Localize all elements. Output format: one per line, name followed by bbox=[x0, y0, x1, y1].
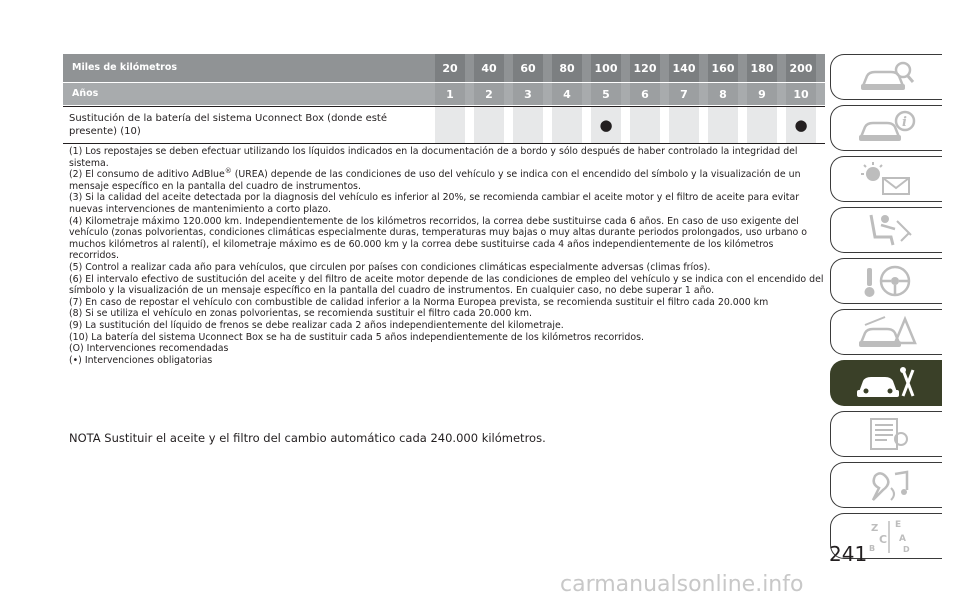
note: (•) Intervenciones obligatorias bbox=[69, 354, 213, 366]
miles-cell: 160 bbox=[708, 54, 738, 82]
miles-cell: 140 bbox=[669, 54, 699, 82]
years-cell: 1 bbox=[435, 83, 465, 105]
car-emergency-icon bbox=[855, 313, 919, 351]
note bbox=[69, 169, 825, 192]
mark-cell: ● bbox=[786, 107, 816, 143]
table-header-miles bbox=[63, 54, 825, 82]
svg-text:D: D bbox=[902, 545, 910, 554]
years-cell: 8 bbox=[708, 83, 738, 105]
note: (10) La batería del sistema Uconnect Box se ha de sustituir cada 5 años independientemente de los kilómetros recorridos. bbox=[69, 331, 644, 343]
miles-cell: 180 bbox=[747, 54, 777, 82]
page-number: 241 bbox=[829, 542, 868, 566]
mark-cell bbox=[630, 107, 660, 143]
registered-mark: ® bbox=[224, 167, 232, 176]
car-tools-icon bbox=[855, 364, 919, 402]
table-header-years bbox=[63, 83, 825, 105]
tab-warning-lights[interactable] bbox=[830, 156, 942, 202]
svg-text:C: C bbox=[878, 533, 887, 546]
miles-cell: 120 bbox=[630, 54, 660, 82]
note: (1) Los repostajes se deben efectuar utilizando los líquidos indicados en la documentación de a bordo y sólo después de haber controlado la integridad del sistema. bbox=[69, 146, 798, 169]
car-search-icon bbox=[855, 58, 919, 96]
mark-cell bbox=[474, 107, 504, 143]
seat-airbag-icon bbox=[855, 211, 919, 249]
tab-car-search[interactable] bbox=[830, 54, 942, 100]
years-cell: 2 bbox=[474, 83, 504, 105]
miles-label: Miles de kilómetros bbox=[72, 62, 178, 73]
table-notes bbox=[69, 146, 825, 366]
mark-cell: ● bbox=[591, 107, 621, 143]
mark-cell bbox=[669, 107, 699, 143]
tab-specifications[interactable] bbox=[830, 411, 942, 457]
note: (O) Intervenciones recomendadas bbox=[69, 343, 229, 355]
miles-cell: 80 bbox=[552, 54, 582, 82]
years-cell: 5 bbox=[591, 83, 621, 105]
years-cell: 9 bbox=[747, 83, 777, 105]
tab-steering-key[interactable] bbox=[830, 258, 942, 304]
note: (8) Si se utiliza el vehículo en zonas polvorientas, se recomienda sustituir el filtro cada 20.000 km. bbox=[69, 308, 532, 320]
miles-cell: 40 bbox=[474, 54, 504, 82]
mark-cell bbox=[435, 107, 465, 143]
svg-text:B: B bbox=[868, 544, 875, 553]
table-row bbox=[63, 106, 825, 144]
tab-car-emergency[interactable] bbox=[830, 309, 942, 355]
tab-multimedia[interactable] bbox=[830, 462, 942, 508]
note: (7) En caso de repostar el vehículo con combustible de calidad inferior a la Norma Europea prevista, se recomienda sustituir el filtro cada 20.000 km bbox=[69, 296, 769, 308]
note: (3) Si la calidad del aceite detectada por la diagnosis del vehículo es inferior al 20%, se recomienda cambiar el aceite motor y el filtro de aceite para evitar nuevas intervenciones de mantenimiento a corto plazo. bbox=[69, 192, 800, 215]
maintenance-table bbox=[63, 54, 825, 144]
miles-cell: 100 bbox=[591, 54, 621, 82]
note: (4) Kilometraje máximo 120.000 km. Independientemente de los kilómetros recorridos, la correa debe sustituirse cada 6 años. En caso de uso exigente del vehículo (zonas polvorientas, condiciones climáticas especialmente duras, temperaturas muy bajas o muy altas durante periodos prolongados, uso urbano o muchos kilómetros al ralentí), el kilometraje máximo es de 60.000 km y la correa debe sustituirse cada 4 años independientemente de los kilómetros recorridos. bbox=[69, 215, 808, 262]
tab-car-info[interactable] bbox=[830, 105, 942, 151]
miles-cell: 20 bbox=[435, 54, 465, 82]
multimedia-icon bbox=[855, 466, 919, 504]
steering-key-icon bbox=[855, 262, 919, 300]
note: (6) El intervalo efectivo de sustitución del aceite y del filtro de aceite motor depende de las condiciones de empleo del vehículo y se indica con el encendido del símbolo y la visualización de un mensaje específico en la pantalla del cuadro de instrumentos. En cualquier caso, no debe superar 1 año. bbox=[69, 273, 824, 297]
tab-seat-airbag[interactable] bbox=[830, 207, 942, 253]
mark-cell bbox=[747, 107, 777, 143]
years-cell: 6 bbox=[630, 83, 660, 105]
note-text: (UREA) depende de las condiciones de uso del vehículo y se indica con el encendido del símbolo y la visualización de un mensaje específico en la pantalla del cuadro de instrumentos. bbox=[69, 169, 801, 192]
years-cell: 3 bbox=[513, 83, 543, 105]
car-info-icon bbox=[855, 109, 919, 147]
item-description: Sustitución de la batería del sistema Uconnect Box (donde esté presente) (10) bbox=[69, 113, 387, 137]
tab-car-tools[interactable] bbox=[830, 360, 942, 406]
svg-text:E: E bbox=[894, 520, 901, 530]
years-cell: 4 bbox=[552, 83, 582, 105]
note-text: (2) El consumo de aditivo AdBlue bbox=[69, 169, 225, 181]
mark-cell bbox=[513, 107, 543, 143]
nota-text: NOTA Sustituir el aceite y el filtro del cambio automático cada 240.000 kilómetros. bbox=[69, 431, 546, 445]
years-cell: 7 bbox=[669, 83, 699, 105]
note: (9) La sustitución del líquido de frenos se debe realizar cada 2 años independientemente del kilometraje. bbox=[69, 319, 564, 331]
warning-light-message-icon bbox=[855, 160, 919, 198]
svg-text:Z: Z bbox=[870, 523, 878, 534]
spec-list-icon bbox=[855, 415, 919, 453]
note: (5) Control a realizar cada año para vehículos, que circulen por países con condiciones climáticas especialmente adversas (climas fríos). bbox=[69, 261, 711, 273]
miles-cell: 60 bbox=[513, 54, 543, 82]
years-label: Años bbox=[72, 88, 99, 99]
miles-cell: 200 bbox=[786, 54, 816, 82]
svg-text:A: A bbox=[898, 534, 906, 544]
watermark: carmanualsonline.info bbox=[560, 572, 804, 597]
mark-cell bbox=[708, 107, 738, 143]
mark-cell bbox=[552, 107, 582, 143]
svg-text:i: i bbox=[901, 115, 907, 130]
years-cell: 10 bbox=[786, 83, 816, 105]
